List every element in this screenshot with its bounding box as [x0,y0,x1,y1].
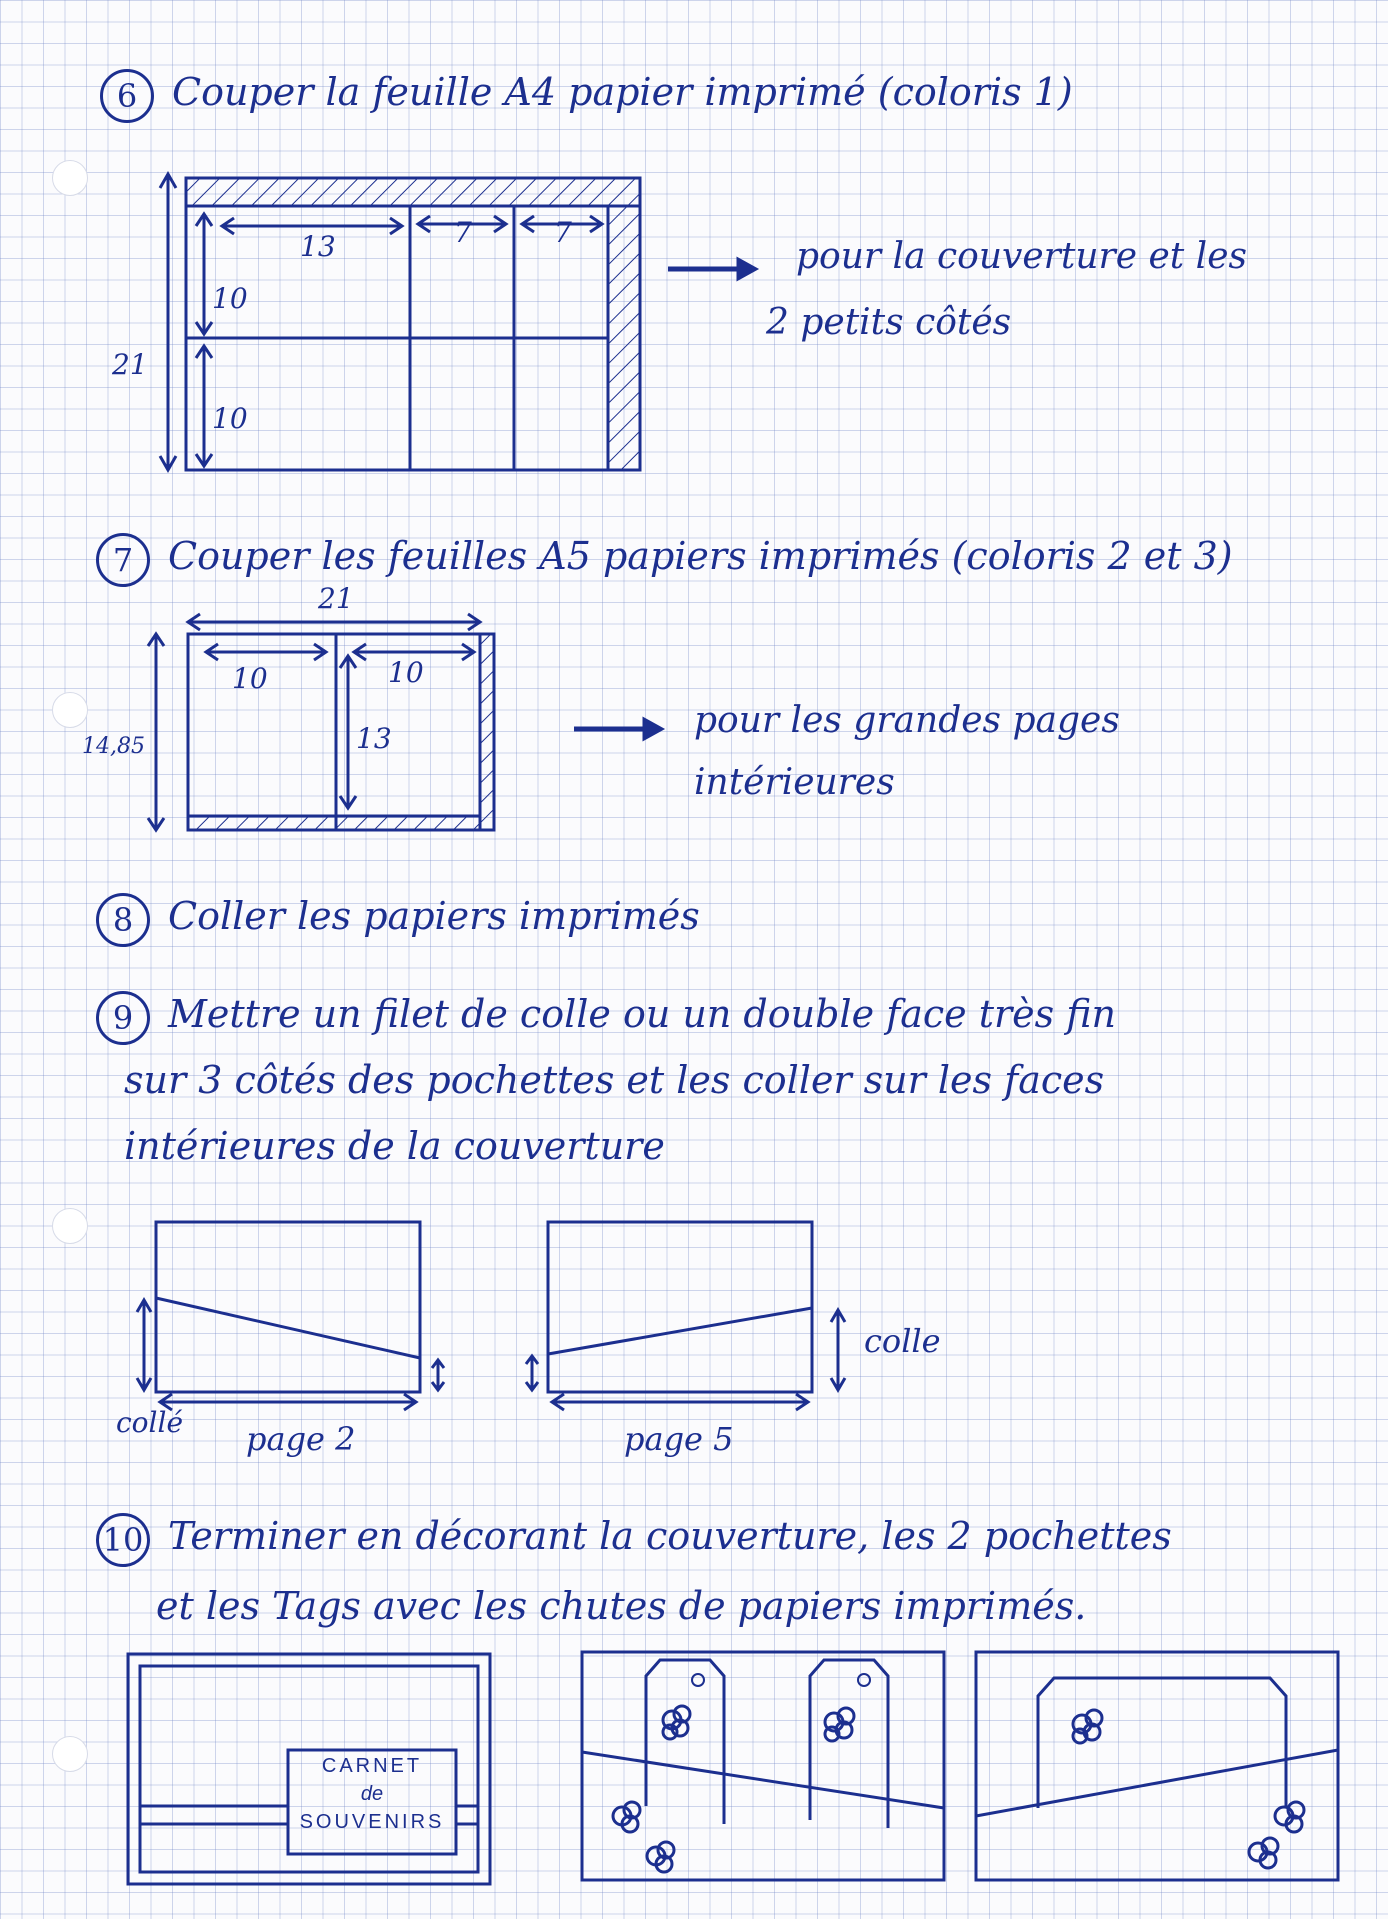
colle-label-right: colle [864,1322,941,1360]
step-text: Couper les feuilles A5 papiers imprimés (coloris 2 et 3) [168,534,1233,578]
step-text: Coller les papiers imprimés [168,894,700,938]
step-9-line-3: intérieures de la couverture [124,1124,665,1168]
step-6-note-line-2: 2 petits côtés [766,302,1012,343]
dimension-14-85: 14,85 [82,734,145,759]
step-text: Mettre un filet de colle ou un double face très fin [168,992,1117,1036]
step-8-heading [96,884,700,948]
step-6-note-line-1: pour la couverture et les [796,236,1247,277]
binder-hole [52,160,88,196]
pocket-diagram-page-5 [520,1218,840,1418]
page-2-label: page 2 [246,1420,356,1458]
pocket-diagram-page-2 [130,1218,450,1418]
page-5-label: page 5 [624,1420,734,1458]
step-7-note-line-2: intérieures [694,762,895,803]
step-6-heading [100,60,1073,124]
binder-hole [52,692,88,728]
cover-title-box [288,1752,456,1836]
binder-hole [52,1208,88,1244]
step-7-note-line-1: pour les grandes pages [694,700,1120,741]
dimension-10-right: 10 [388,656,424,689]
step-7-heading [96,524,1233,588]
dimension-10-left: 10 [232,662,268,695]
colle-label-left: collé [116,1406,184,1439]
pocket-tags-sketch [580,1648,950,1888]
step-number: 8 [96,893,150,947]
step-10-line-2: et les Tags avec les chutes de papiers imprimés. [156,1584,1087,1628]
cover-title-line-1: CARNET [321,1755,423,1777]
binder-hole [52,1736,88,1772]
step-10-heading [96,1504,1172,1568]
step-number: 10 [96,1513,150,1567]
step-9-line-2: sur 3 côtés des pochettes et les coller sur les faces [124,1058,1105,1102]
step-9-heading [96,982,1116,1046]
step-number: 6 [100,69,154,123]
arrow-right-icon [668,254,758,284]
dimension-21: 21 [112,348,148,381]
dimension-13: 13 [300,230,336,263]
step-text: Terminer en décorant la couverture, les 2 pochettes [168,1514,1172,1558]
step-number: 7 [96,533,150,587]
cover-title-line-3: SOUVENIRS [299,1811,445,1833]
a4-cutting-diagram [150,168,670,488]
arrow-right-icon [574,714,664,744]
dimension-10-upper: 10 [212,282,248,315]
pocket-tag-sketch [974,1648,1344,1888]
dimension-13: 13 [356,722,392,755]
dimension-7-a: 7 [454,216,472,249]
a5-cutting-diagram [140,608,500,838]
dimension-21: 21 [318,582,354,615]
cover-title-line-2: de [360,1783,384,1805]
step-number: 9 [96,991,150,1045]
step-text: Couper la feuille A4 papier imprimé (coloris 1) [172,70,1073,114]
dimension-10-lower: 10 [212,402,248,435]
dimension-7-b: 7 [554,216,572,249]
